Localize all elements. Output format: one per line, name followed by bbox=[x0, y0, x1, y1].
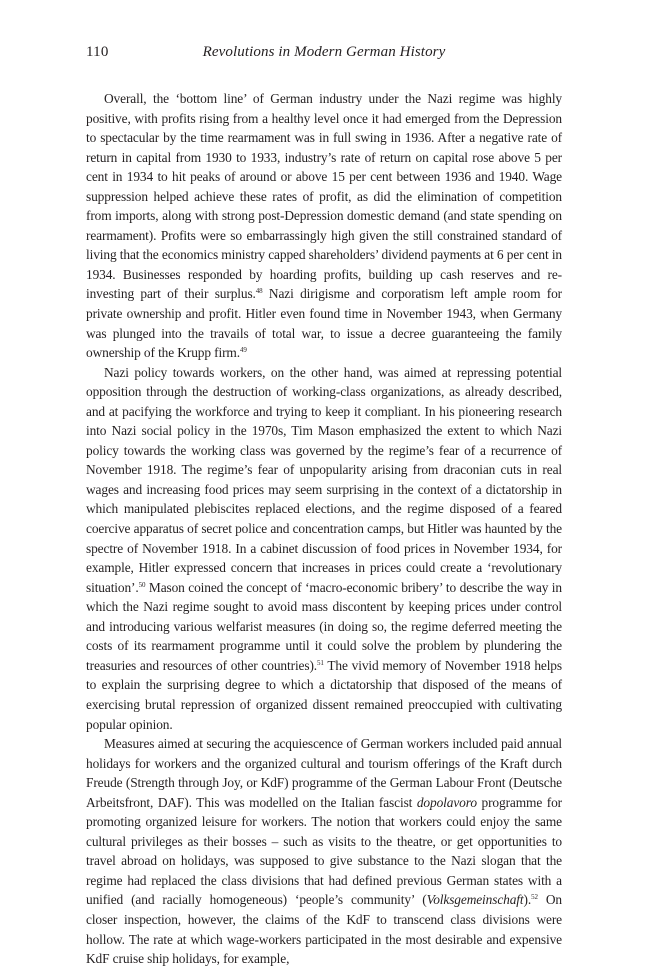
footnote-ref: 48 bbox=[255, 287, 263, 296]
body-text bbox=[86, 89, 562, 969]
footnote-ref: 51 bbox=[317, 658, 324, 667]
text-run: Measures aimed at securing the acquiescence of German workers included paid annual holidays for workers and the organized cultural and tourism offerings of the Kraft durch Freude (Strength through Joy, or KdF) programme of the German Labour Front (Deutsche Arbeitsfront, DAF). This was modelled on the Italian fascist bbox=[86, 736, 562, 810]
paragraph bbox=[86, 89, 562, 363]
footnote-ref: 49 bbox=[239, 346, 247, 355]
paragraph bbox=[86, 363, 562, 734]
footnote-ref: 50 bbox=[138, 580, 146, 589]
text-run: Nazi dirigisme and corporatism left ample room for private ownership and profit. Hitler even found time in November 1943, when Germany was plunged into the travails of total war, to issue a decree guaranteeing the family ownership of the Krupp firm. bbox=[86, 286, 562, 361]
text-run: Overall, the ‘bottom line’ of German industry under the Nazi regime was highly positive, with profits rising from a healthy level once it had emerged from the Depression to spectacular by the time rearmament was in full swing in 1936. After a negative rate of return in capital from 1930 to 1933, industry’s rate of return on capital rose above 5 per cent in 1934 to hit peaks of around or above 15 per cent between 1936 and 1940. Wage suppression helped achieve these rates of profit, as did the elimination of competition from imports, along with strong post-Depression domestic demand (and state spending on rearmament). Profits were so embarrassingly high given the still constrained standard of living that the economics ministry capped shareholders’ dividend payments at 6 per cent in 1934. Businesses responded by hoarding profits, building up cash reserves and re-investing part of their surplus. bbox=[86, 91, 562, 302]
page-number: 110 bbox=[86, 44, 109, 60]
text-run: programme for promoting organized leisure for workers. The notion that workers could enjoy the same cultural privileges as their bosses – such as visits to the theatre, or get opportunities to travel abroad on holidays, was supposed to give substance to the Nazi slogan that the regime had replaced the class divisions that had defined previous German states with a unified (and racially homogeneous) ‘people’s community’ ( bbox=[86, 794, 562, 908]
text-run: ). bbox=[523, 892, 532, 908]
text-run: On closer inspection, however, the claims of the KdF to transcend class divisions were hollow. The rate at which wage-workers participated in the most desirable and expensive KdF cruise ship holidays, for example, bbox=[86, 892, 562, 967]
text-run: Nazi policy towards workers, on the other hand, was aimed at repressing potential opposition through the destruction of working-class organizations, as already described, and at pacifying the workforce and trying to keep it compliant. In his pioneering research into Nazi social policy in the 1970s, Tim Mason emphasized the extent to which Nazi policy towards the working class was governed by the regime’s fear of a recurrence of November 1918. The regime’s fear of unpopularity arising from draconian cuts in real wages and increasing food prices may seem surprising in the context of a dictatorship in which manipulated plebiscites replaced elections, and the regime disposed of a feared coercive apparatus of secret police and concentration camps, but Hitler was haunted by the spectre of November 1918. In a cabinet discussion of food prices in November 1934, for example, Hitler expressed concern that increases in prices could create a ‘revolutionary situation’. bbox=[86, 364, 562, 595]
footnote-ref: 52 bbox=[531, 893, 538, 902]
paragraph bbox=[86, 734, 562, 969]
text-run: Mason coined the concept of ‘macro-economic bribery’ to describe the way in which the Nazi regime sought to avoid mass discontent by keeping prices under control and introducing various welfarist measures (in doing so, the regime deferred meeting the costs of its rearmament programme until it could solve the problem by plundering the treasuries and resources of other countries). bbox=[86, 579, 562, 673]
italic-term: dopolavoro bbox=[416, 794, 477, 810]
text-run: The vivid memory of November 1918 helps to explain the surprising degree to which a dictatorship that disposed of the means of exercising brutal repression of organized dissent remained preoccupied with cultivating popular opinion. bbox=[86, 657, 562, 732]
running-head: Revolutions in Modern German History bbox=[202, 44, 446, 60]
page-header bbox=[86, 44, 562, 66]
italic-term: Volksgemeinschaft bbox=[426, 892, 524, 908]
